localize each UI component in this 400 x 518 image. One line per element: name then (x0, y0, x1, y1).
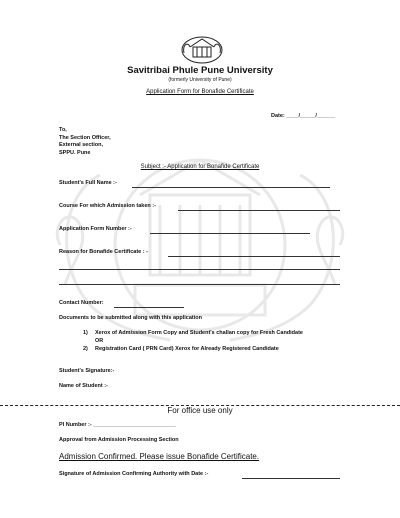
admission-confirmed-text: Admission Confirmed. Please issue Bonafide Certificate. (59, 452, 260, 461)
document-item-1: Xerox of Admission Form Copy and Student's challan copy for Fresh Candidate (95, 330, 303, 336)
reason-field-line-3[interactable] (59, 284, 340, 285)
form-title: Application Form for Bonafide Certificate (146, 89, 254, 95)
student-name-label: Name of Student :- (59, 383, 108, 389)
document-item-2: Registration Card ( PRN Card) Xerox for Already Registered Candidate (95, 346, 279, 352)
approval-label: Approval from Admission Processing Section (59, 437, 179, 443)
reason-field-line-1[interactable] (168, 256, 340, 257)
university-former-name: (formerly University of Pune) (168, 77, 232, 83)
university-name: Savitribai Phule Pune University (127, 65, 273, 76)
course-label: Course For which Admission taken :- (59, 203, 156, 209)
document-item-1-number: 1) (83, 330, 88, 336)
student-signature-label: Student's Signature:- (59, 368, 115, 374)
document-item-2-number: 2) (83, 346, 88, 352)
address-block (59, 127, 111, 157)
reason-field-line-2[interactable] (59, 269, 340, 270)
date-field[interactable]: Date: ____/_____/______ (271, 113, 336, 119)
address-place: SPPU. Pune (59, 149, 91, 156)
course-field[interactable] (178, 210, 340, 211)
address-section: External section, (59, 142, 104, 149)
reason-label: Reason for Bonafide Certificate : - (59, 249, 148, 255)
university-logo-icon (180, 35, 224, 65)
authority-signature-label: Signature of Admission Confirming Authority with Date :- (59, 471, 209, 477)
address-officer: The Section Officer, (59, 134, 111, 141)
documents-heading: Documents to be submitted along with this application (59, 315, 203, 321)
office-use-heading: For office use only (167, 406, 233, 415)
full-name-label: Student's Full Name :- (59, 180, 117, 186)
address-to: To, (59, 127, 67, 133)
application-number-field[interactable] (150, 233, 310, 234)
application-number-label: Application Form Number :- (59, 226, 132, 232)
contact-number-field[interactable] (114, 307, 184, 308)
subject-line: Subject :- Application for Bonafide Certificate (140, 164, 260, 170)
contact-number-label: Contact Number: (59, 300, 104, 306)
pi-number-field[interactable]: PI Number :- ___________________________ (59, 422, 176, 428)
document-or: OR (95, 338, 104, 344)
authority-signature-field[interactable] (242, 478, 340, 479)
full-name-field[interactable] (132, 187, 330, 188)
